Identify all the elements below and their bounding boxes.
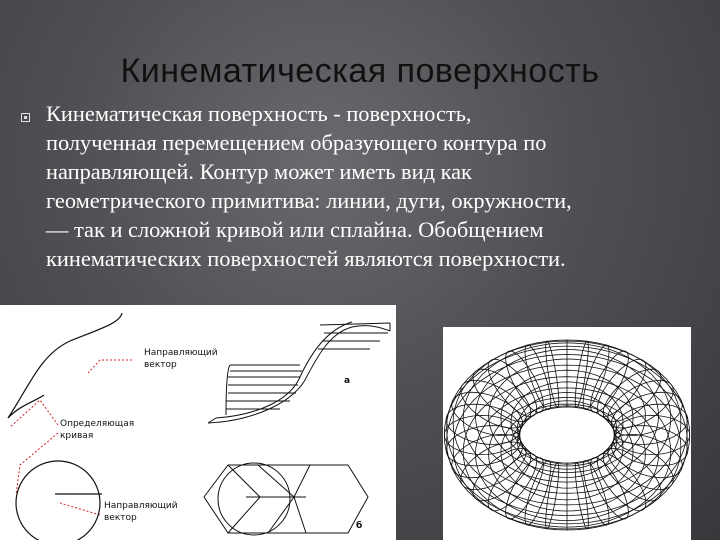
figure-kinematic-construction xyxy=(0,305,396,540)
swept-cylinder xyxy=(204,463,368,535)
torus-meridian xyxy=(614,404,688,444)
torus-meridian xyxy=(614,426,688,466)
label-guide-bottom-2: вектор xyxy=(104,513,137,523)
torus-meridian xyxy=(446,426,520,466)
torus-meridian xyxy=(446,404,520,444)
torus-mesh xyxy=(444,340,689,530)
paragraph-line: направляющей. Контур может иметь вид как xyxy=(46,159,472,184)
paragraph-line: кинематических поверхностей являются поверхности. xyxy=(46,246,566,271)
generating-curve xyxy=(8,313,122,418)
label-generator-2: кривая xyxy=(60,431,94,441)
figure-torus-wireframe xyxy=(443,327,691,540)
slide-title: Кинематическая поверхность xyxy=(120,52,600,90)
torus-parallel xyxy=(520,401,614,469)
label-guide-bottom-1: Направляющий xyxy=(104,501,178,511)
extruded-wave-surface xyxy=(208,322,390,423)
label-generator-1: Определяющая xyxy=(60,419,135,429)
paragraph-line: Кинематическая поверхность - поверхность, xyxy=(46,101,472,126)
letter-b: б xyxy=(356,521,363,531)
label-guide-top-2: вектор xyxy=(144,360,177,370)
paragraph-line: полученная перемещением образующего контура по xyxy=(46,130,547,155)
body-paragraph xyxy=(46,99,714,273)
bullet-icon xyxy=(21,113,30,122)
label-guide-top-1: Направляющий xyxy=(144,348,218,358)
circle-generator xyxy=(16,461,102,540)
paragraph-line: геометрического примитива: линии, дуги, окружности, xyxy=(46,188,572,213)
paragraph-line: — так и сложной кривой или сплайна. Обобщением xyxy=(46,217,544,242)
letter-a: а xyxy=(344,376,351,386)
